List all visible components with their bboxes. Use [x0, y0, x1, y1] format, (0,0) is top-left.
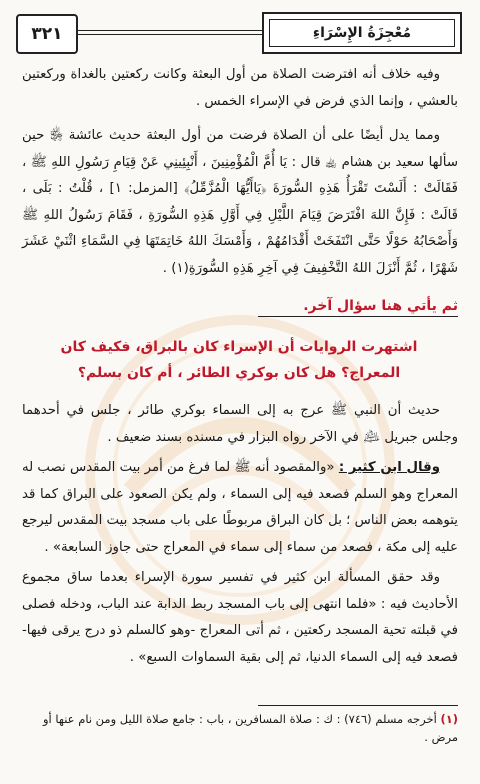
page-number: ٣٢١	[16, 14, 78, 54]
text-block-upper	[22, 62, 458, 282]
question-text: اشتهرت الروايات أن الإسراء كان بالبراق، فكيف كان المعراج؟ هل كان بوكري الطائر ، أم كان بسلم؟	[60, 339, 418, 381]
text-block-lower	[22, 398, 458, 671]
footnote	[22, 710, 458, 746]
paragraph-5: وقد حقق المسألة ابن كثير في تفسير سورة الإسراء بعدما ساق مجموع الأحاديث فيه : «فلما انتهى إلى باب المسجد ربط الدابة عند الباب، ودخله فصلى في قبلته تحية المسجد ركعتين ، ثم أتى المعراج -وهو كالسلم ذو درج يرقى فيها- فصعد فيه إلى السماء الدنيا، ثم إلى بقية السماوات السبع» .	[22, 570, 458, 665]
running-title-frame	[262, 12, 462, 54]
header-rule	[76, 30, 264, 35]
paragraph-2: ومما يدل أيضًا على أن الصلاة فرضت من أول البعثة حديث عائشة ﵂ حين سألها سعيد بن هشام ﵀ قال : يَا أُمَّ الْمُؤْمِنِينَ ، أَنْبِئِينِي عَنْ قِيَامِ رَسُولِ اللهِ ﷺ ، فَقَالَتْ : أَلَسْتَ تَقْرَأُ هَذِهِ السُّورَةَ ﴿يَاأَيُّهَا الْمُزَّمِّلُ﴾ [المزمل: ١] ، قُلْتُ : بَلَى ، قَالَتْ : فَإِنَّ اللهَ افْتَرَضَ قِيَامَ اللَّيْلِ فِي أَوَّلِ هَذِهِ السُّورَةِ ، فَقَامَ رَسُولُ اللهِ ﷺ وَأَصْحَابُهُ حَوْلًا حَتَّى انْتَفَخَتْ أَقْدَامُهُمْ ، وَأَمْسَكَ اللهُ خَاتِمَتَهَا فِي السَّمَاءِ اثْنَيْ عَشَرَ شَهْرًا ، ثُمَّ أَنْزَلَ اللهُ التَّخْفِيفَ فِي آخِرِ هَذِهِ السُّورَةِ(١) .	[22, 128, 458, 276]
ibn-kathir-label: وقال ابن كثير :	[338, 460, 440, 475]
paragraph-1: وفيه خلاف أنه افترضت الصلاة من أول البعثة وكانت ركعتين بالغداة وركعتين بالعشي ، وإنما الذي فرض في الإسراء الخمس .	[22, 67, 458, 109]
footnote-number: (١)	[440, 712, 458, 726]
paragraph-3: حديث أن النبي ﷺ عرج به إلى السماء بوكري طائر ، جلس في أحدهما وجلس جبريل ﵇ في الآخر رواه البزار في مسنده بسند ضعيف .	[22, 403, 458, 445]
paragraph-4-text: «والمقصود أنه ﷺ لما فرغ من أمر بيت المقدس نصب له المعراج وهو السلم فصعد فيه إلى السماء ، ولم يكن الصعود على البراق كما قد يتوهمه بعض الناس ؛ بل كان البراق مربوطًا على باب مسجد بيت المقدس ليرجع عليه إلى مكة ، فصعد من سماء إلى سماء في المعراج حتى جاوز السابعة» .	[22, 460, 458, 555]
question-heading: ثم يأتي هنا سؤال آخر.	[258, 298, 458, 317]
paragraph-4	[22, 455, 458, 561]
running-title: مُعْجِزَةُ الإِسْرَاءِ	[269, 19, 455, 47]
footnote-rule	[258, 705, 458, 706]
footnote-text: أخرجه مسلم (٧٤٦) : ك : صلاة المسافرين ، باب : جامع صلاة الليل ومن نام عنها أو مرض .	[43, 712, 458, 744]
